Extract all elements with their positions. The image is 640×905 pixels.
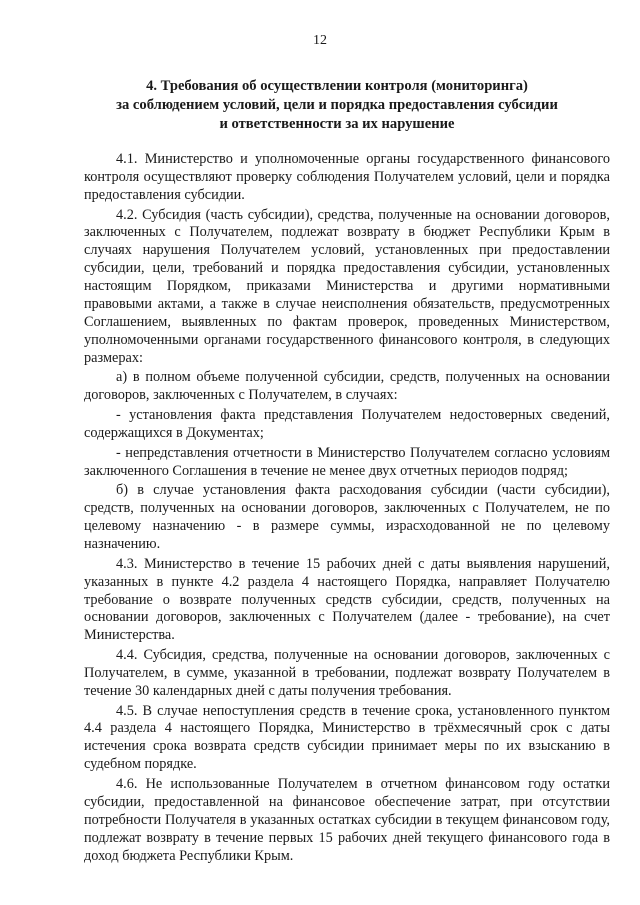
page-number: 12 (313, 33, 327, 48)
paragraph-4-4: 4.4. Субсидия, средства, полученные на основании договоров, заключенных с Получателем, в сумме, указанной в требовании, подлежат возврату Получателем в течение 30 календарных дней с даты получения требования. (84, 647, 610, 699)
section-title-line: за соблюдением условий, цели и порядка предоставления субсидии (116, 97, 558, 113)
paragraph-4-2-a-item-2: - непредставления отчетности в Министерство Получателем согласно условиям заключенного Соглашения в течение не менее двух отчетных периодов подряд; (84, 444, 610, 479)
section-title (80, 77, 594, 134)
paragraph-4-3: 4.3. Министерство в течение 15 рабочих дней с даты выявления нарушений, указанных в пункте 4.2 раздела 4 настоящего Порядка, направляет Получателю требование о возврате полученных средств субсидии, средств, полученных на основании договоров, заключенных с Получателем (далее - требование), на счет Министерства. (84, 555, 610, 644)
paragraph-4-2: 4.2. Субсидия (часть субсидии), средства, полученные на основании договоров, заключенных с Получателем, подлежат возврату в бюджет Республики Крым в случаях нарушения Получателем условий, установленных при предоставлении субсидии, цели, требований и порядка предоставления субсидии, установленных настоящим Порядком, приказами Министерства и другими нормативными правовыми актами, а также в случае неисполнения обязательств, предусмотренных Соглашением, выявленных по фактам проверок, проведенных Министерством, уполномоченными органами государственного финансового контроля, в следующих размерах: (84, 206, 610, 366)
paragraph-4-2-b: б) в случае установления факта расходования субсидии (части субсидии), средств, полученных на основании договоров, заключенных с Получателем, не по целевому назначению - в размере суммы, израсходованной не по целевому назначению. (84, 482, 610, 553)
paragraph-4-1: 4.1. Министерство и уполномоченные органы государственного финансового контроля осуществляют проверку соблюдения Получателем условий, цели и порядка предоставления субсидии. (84, 151, 610, 203)
section-title-line: и ответственности за их нарушение (219, 116, 455, 132)
paragraph-4-2-a-item-1: - установления факта представления Получателем недостоверных сведений, содержащихся в Документах; (84, 407, 610, 441)
paragraph-4-6: 4.6. Не использованные Получателем в отчетном финансовом году остатки субсидии, предоставленной на финансовое обеспечение затрат, при отсутствии потребности Получателя в указанных остатках субсидии в текущем финансовом году, подлежат возврату в течение первых 15 рабочих дней текущего финансового года в доход бюджета Республики Крым. (84, 775, 610, 864)
document-body (84, 151, 610, 867)
paragraph-4-2-a: а) в полном объеме полученной субсидии, средств, полученных на основании договоров, заключенных с Получателем, в случаях: (84, 369, 610, 404)
section-title-line: 4. Требования об осуществлении контроля (мониторинга) (146, 78, 528, 94)
paragraph-4-5: 4.5. В случае непоступления средств в течение срока, установленного пунктом 4.4 раздела 4 настоящего Порядка, Министерство в трёхмесячный срок с даты истечения срока возврата средств субсидии принимает меры по их взысканию в судебном порядке. (84, 702, 610, 773)
